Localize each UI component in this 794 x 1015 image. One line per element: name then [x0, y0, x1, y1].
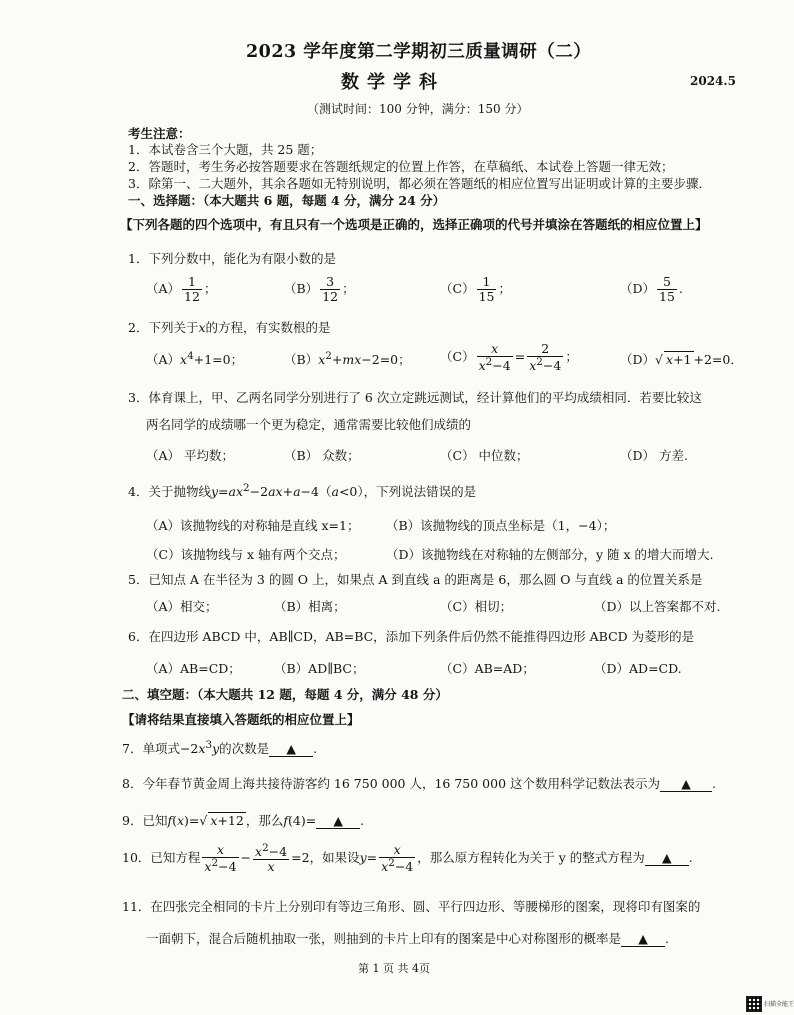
exam-date: 2024.5	[690, 74, 736, 88]
scan-brand-logo: 扫描全能王	[764, 1001, 794, 1008]
exam-title: 2023 学年度第二学期初三质量调研（二）	[246, 42, 592, 62]
note-item: 3．除第一、二大题外，其余各题如无特别说明，都必须在答题纸的相应位置写出证明或计算的主要步骤．	[128, 176, 711, 191]
section2-instruction: 【请将结果直接填入答题纸的相应位置上】	[122, 712, 360, 727]
q1-option-a: （A） $\frac{1}{12}$ ；	[146, 274, 217, 304]
q6-option-c: （C）AB=AD；	[440, 661, 535, 676]
answer-blank: ▲	[645, 850, 689, 866]
q10: 10．已知方程 $\frac{x}{x^2-4}$ − $\frac{x^2-4}{x}$ =2，如果设y= $\frac{x}{x^2-4}$ ，那么原方程转化为关于 y 的整式方程为 ▲ .	[122, 842, 693, 874]
note-item: 2．答题时，考生务必按答题要求在答题纸规定的位置上作答，在草稿纸、本试卷上答题一律无效；	[128, 159, 674, 174]
exam-info: （测试时间：100 分钟，满分：150 分）	[307, 102, 529, 116]
q5-option-d: （D）以上答案都不对.	[594, 599, 721, 614]
qr-code-icon	[746, 996, 762, 1012]
q4-option-c: （C）该抛物线与 x 轴有两个交点；	[146, 547, 346, 562]
q3-option-a: （A） 平均数；	[146, 448, 235, 463]
q4-option-b: （B）该抛物线的顶点坐标是（1，−4）；	[386, 518, 616, 533]
q3-line2: 两名同学的成绩哪一个更为稳定，通常需要比较他们成绩的	[146, 417, 472, 432]
q2-option-a: $(A)x^4+1=0$；	[146, 350, 244, 368]
section2-heading: 二、填空题：（本大题共 12 题，每题 4 分，满分 48 分）	[122, 687, 448, 702]
q1-stem: 1．下列分数中，能化为有限小数的是	[128, 251, 336, 266]
q2-stem: 2．下列关于x的方程，有实数根的是	[128, 320, 331, 335]
page-number: 第 1 页 共 4页	[358, 962, 430, 975]
q1-option-b: （B） $\frac{3}{12}$ ；	[284, 274, 355, 304]
q1-option-c: （C） $\frac{1}{15}$ ；	[440, 274, 511, 304]
q6-stem: 6．在四边形 ABCD 中，AB∥CD，AB=BC，添加下列条件后仍然不能推得四边形 ABCD 为菱形的是	[128, 629, 695, 644]
q3-option-d: （D） 方差.	[620, 448, 688, 463]
answer-blank: ▲	[660, 776, 712, 792]
q4-option-d: （D）该抛物线在对称轴的左侧部分，y 随 x 的增大而增大.	[386, 547, 714, 562]
notes-heading: 考生注意：	[128, 126, 191, 141]
q7: 7．单项式$-2x^3y$的次数是 ▲ .	[122, 739, 318, 757]
answer-blank: ▲	[316, 813, 360, 829]
section1-instruction: 【下列各题的四个选项中，有且只有一个选项是正确的，选择正确项的代号并填涂在答题纸的相应位置上】	[120, 217, 708, 232]
q4-stem: 4．关于抛物线$y=ax^2-2ax+a-4(a<0)$，下列说法错误的是	[128, 482, 477, 500]
q2-option-b: $(B)x^2+mx-2=0$；	[284, 350, 411, 368]
q6-option-d: （D）AD=CD.	[594, 661, 682, 676]
q1-option-d: （D） $\frac{5}{15}$ .	[620, 274, 683, 304]
q3-line1: 3．体育课上，甲、乙两名同学分别进行了 6 次立定跳远测试，经计算他们的平均成绩相同．若要比较这	[128, 390, 702, 405]
q6-option-b: （B）AD∥BC；	[274, 661, 365, 676]
q9: 9．已知f(x)=√ x+12 ，那么f(4)= ▲ .	[122, 813, 365, 828]
subject-title: 数学学科	[341, 72, 445, 93]
q8: 8．今年春节黄金周上海共接待游客约 16 750 000 人，16 750 000 这个数用科学记数法表示为 ▲ .	[122, 776, 716, 791]
q5-option-c: （C）相切；	[440, 599, 513, 614]
section1-heading: 一、选择题：（本大题共 6 题，每题 4 分，满分 24 分）	[128, 193, 446, 208]
q2-option-c: （C） $\frac{x}{x^2-4}$ = $\frac{2}{x^2-4}$ ；	[440, 341, 578, 373]
q2-option-d: （D）√ x+1 +2=0．	[620, 352, 743, 367]
q4-option-a: （A）该抛物线的对称轴是直线 x=1；	[146, 518, 360, 533]
q3-option-b: （B） 众数；	[284, 448, 360, 463]
q5-stem: 5．已知点 A 在半径为 3 的圆 O 上，如果点 A 到直线 a 的距离是 6，那么圆 O 与直线 a 的位置关系是	[128, 572, 703, 587]
q11-line2: 一面朝下，混合后随机抽取一张，则抽到的卡片上印有的图案是中心对称图形的概率是 ▲ .	[146, 931, 669, 946]
answer-blank: ▲	[621, 931, 665, 947]
q6-option-a: （A）AB=CD；	[146, 661, 241, 676]
q3-option-c: （C） 中位数；	[440, 448, 529, 463]
q5-option-b: （B）相离；	[274, 599, 346, 614]
q5-option-a: （A）相交；	[146, 599, 218, 614]
note-item: 1．本试卷含三个大题，共 25 题；	[128, 142, 323, 157]
q11-line1: 11．在四张完全相同的卡片上分别印有等边三角形、圆、平行四边形、等腰梯形的图案，现将印有图案的	[122, 899, 701, 914]
answer-blank: ▲	[269, 741, 313, 757]
